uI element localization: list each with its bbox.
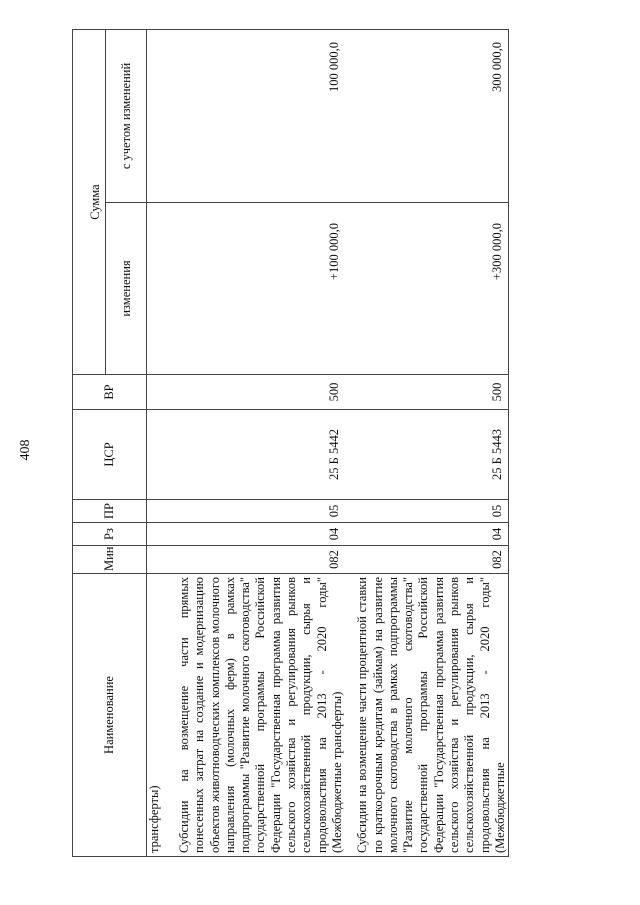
row-csr: 25 Б 5442 [167,410,345,500]
table-row-carryover [147,30,168,857]
carryover-text: трансферты) [147,574,168,857]
table-row [345,30,508,857]
page-number: 408 [18,439,33,461]
header-with-changes: с учетом изменений [106,30,147,203]
row-change: +300 000,0 [345,203,508,375]
row-with-changes: 100 000,0 [167,30,345,203]
header-rz: Рз [73,523,147,546]
row-change: +100 000,0 [167,203,345,375]
header-min: Мин [73,546,147,574]
row-name: Субсидии на возмещение части прямых понесенных затрат на создание и модернизацию объектов животноводческих комплексов молочного направления (молочных ферм) в рамках подпрограммы "Развитие молочного скотоводства" государственной программы Российской Федерации "Государственная программа развития сельского хозяйства и регулирования рынков сельскохозяйственной продукции, сырья и продовольствия на 2013 - 2020 годы" (Межбюджетные трансферты) [167,574,345,857]
table-row [167,30,345,857]
row-rz: 04 [345,523,508,546]
row-min: 082 [345,546,508,574]
budget-table [72,29,509,857]
row-vr: 500 [345,375,508,410]
header-change: изменения [106,203,147,375]
row-pr: 05 [167,500,345,523]
header-sum: Сумма [73,30,106,375]
header-name: Наименование [73,574,147,857]
row-csr: 25 Б 5443 [345,410,508,500]
row-with-changes: 300 000,0 [345,30,508,203]
row-rz: 04 [167,523,345,546]
table-header [73,30,147,857]
row-name: Субсидии на возмещение части процентной ставки по краткосрочным кредитам (займам) на развитие молочного скотоводства в рамках подпрограммы "Развитие молочного скотоводства" государственной программы Российской Федерации "Государственная программа развития сельского хозяйства и регулирования рынков сельскохозяйственной продукции, сырья и продовольствия на 2013 - 2020 годы" (Межбюджетные [345,574,508,857]
header-vr: ВР [73,375,147,410]
header-csr: ЦСР [73,410,147,500]
header-pr: ПР [73,500,147,523]
row-min: 082 [167,546,345,574]
row-pr: 05 [345,500,508,523]
row-vr: 500 [167,375,345,410]
